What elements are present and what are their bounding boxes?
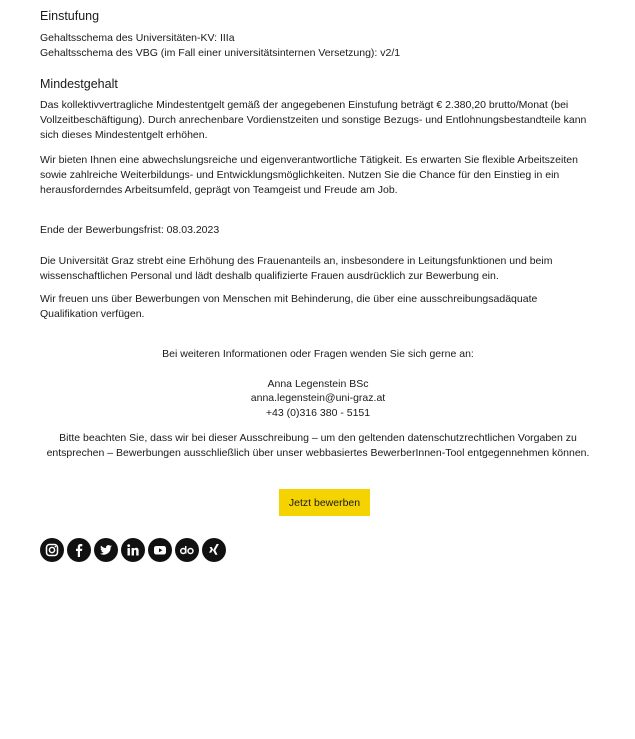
- mindestgehalt-heading: Mindestgehalt: [40, 77, 118, 91]
- einstufung-heading: Einstufung: [40, 9, 100, 23]
- application-notice: Bitte beachten Sie, dass wir bei dieser Ausschreibung – um den geltenden datenschutzrechtlichen Vorgaben zu entsprechen – Bewerbungen ausschließlich über unser webbasiertes BewerberInnen-Tool entgegennehmen können.: [46, 432, 590, 459]
- contact-name: Anna Legenstein BSc: [267, 378, 369, 390]
- apply-button[interactable]: Jetzt bewerben: [279, 489, 370, 516]
- xing-icon[interactable]: [202, 538, 226, 562]
- mindestgehalt-text: Das kollektivvertragliche Mindestentgelt gemäß der angegebenen Einstufung beträgt € 2.380,20 brutto/Monat (bei Vollzeitbeschäftigung). Durch anrechenbare Vordienstzeiten und sonstige Bezugs- und Entlohnungsbestandteile kann sich dieses Mindestentgelt erhöhen.: [40, 99, 587, 141]
- instagram-icon[interactable]: [40, 538, 64, 562]
- einstufung-vbg: Gehaltsschema des VBG (im Fall einer universitätsinternen Versetzung): v2/1: [40, 47, 401, 59]
- twitter-icon[interactable]: [94, 538, 118, 562]
- contact-phone: +43 (0)316 380 - 5151: [265, 407, 371, 419]
- linkedin-icon[interactable]: [121, 538, 145, 562]
- contact-intro: Bei weiteren Informationen oder Fragen wenden Sie sich gerne an:: [162, 348, 474, 360]
- doinfo-icon[interactable]: [175, 538, 199, 562]
- equality-text: Die Universität Graz strebt eine Erhöhung des Frauenanteils an, insbesondere in Leitungsfunktionen und beim wissenschaftlichen Personal und lädt deshalb qualifizierte Frauen ausdrücklich zur Bewerbung ein.: [40, 255, 553, 282]
- disability-text: Wir freuen uns über Bewerbungen von Menschen mit Behinderung, die über eine ausschreibungsadäquate Qualifikation verfügen.: [40, 293, 538, 320]
- contact-email[interactable]: anna.legenstein@uni-graz.at: [250, 392, 386, 404]
- facebook-icon[interactable]: [67, 538, 91, 562]
- social-links: [40, 538, 226, 562]
- deadline-text: Ende der Bewerbungsfrist: 08.03.2023: [40, 224, 220, 236]
- benefits-text: Wir bieten Ihnen eine abwechslungsreiche und eigenverantwortliche Tätigkeit. Es erwarten Sie flexible Arbeitszeiten sowie zahlreiche Weiterbildungs- und Entwicklungsmöglichkeiten. Nutzen Sie die Chance für den Einstieg in ein herausforderndes Arbeitsumfeld, geprägt von Teamgeist und Freude am Job.: [40, 154, 578, 196]
- einstufung-kv: Gehaltsschema des Universitäten-KV: IIIa: [40, 32, 235, 44]
- youtube-icon[interactable]: [148, 538, 172, 562]
